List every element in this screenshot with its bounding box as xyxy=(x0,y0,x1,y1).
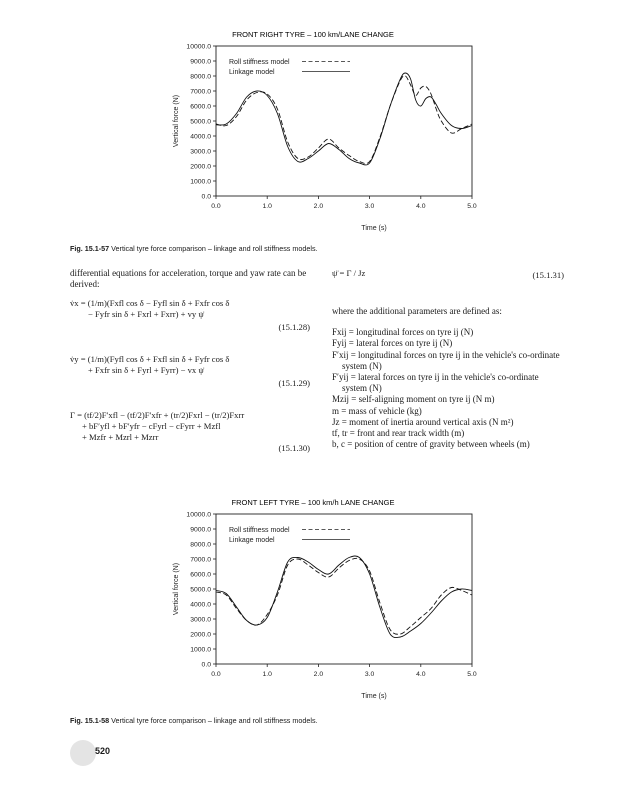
legend-label: Roll stiffness model xyxy=(229,59,290,66)
figure-label-2: Fig. 15.1-58 xyxy=(70,716,110,725)
y-tick-label: 8000.0 xyxy=(190,73,211,81)
x-tick-label: 5.0 xyxy=(467,203,477,210)
y-tick-label: 6000.0 xyxy=(190,103,211,111)
x-tick-label: 3.0 xyxy=(364,203,375,210)
figure-caption-2 xyxy=(70,716,318,725)
where-paragraph: where the additional parameters are defined as: xyxy=(332,306,502,316)
equation-line: − Fyfr sin δ + Fxrl + Fxrr) + vy ψ̇ xyxy=(88,309,204,319)
x-tick-label: 4.0 xyxy=(416,671,426,678)
y-tick-label: 10000.0 xyxy=(186,511,211,519)
chart-title: FRONT RIGHT TYRE – 100 km/LANE CHANGE xyxy=(232,30,394,39)
chart-front-left-tyre xyxy=(0,496,626,708)
equation-number: (15.1.29) xyxy=(278,378,310,388)
definition-item: Fyij = lateral forces on tyre ij (N) xyxy=(332,338,453,349)
y-axis-label: Vertical force (N) xyxy=(173,94,180,148)
definition-item: b, c = position of centre of gravity between wheels (m) xyxy=(332,439,530,450)
x-tick-label: 1.0 xyxy=(262,203,272,210)
x-tick-label: 5.0 xyxy=(467,671,477,678)
definition-item: F′xij = longitudinal forces on tyre ij in the vehicle's co-ordinate system (N) xyxy=(332,349,560,371)
series-line-linkage xyxy=(216,73,472,165)
equation-line: + Mzfr + Mzrl + Mzrr xyxy=(82,432,159,442)
series-line-roll-stiffness xyxy=(216,558,472,634)
y-tick-label: 3000.0 xyxy=(190,616,211,624)
y-tick-label: 4000.0 xyxy=(190,601,211,609)
left-text-column xyxy=(70,268,310,460)
chart-2-svg xyxy=(0,496,626,708)
x-tick-label: 1.0 xyxy=(262,671,272,678)
equation-number: (15.1.28) xyxy=(278,322,310,332)
definition-item: Fxij = longitudinal forces on tyre ij (N) xyxy=(332,327,474,338)
y-tick-label: 0.0 xyxy=(201,193,211,201)
legend-label: Linkage model xyxy=(229,69,275,76)
x-tick-label: 4.0 xyxy=(416,203,426,210)
figure-label-1: Fig. 15.1-57 xyxy=(70,244,110,253)
equation-line: + bF′yfl + bF′yfr − cFyrl − cFyrr + Mzfl xyxy=(82,421,221,431)
equation-15-1-31 xyxy=(332,268,564,292)
y-tick-label: 9000.0 xyxy=(190,58,211,66)
y-tick-label: 2000.0 xyxy=(190,631,211,639)
equation-15-1-29 xyxy=(70,354,310,404)
y-tick-label: 1000.0 xyxy=(190,178,211,186)
y-tick-label: 0.0 xyxy=(201,661,211,669)
x-tick-label: 2.0 xyxy=(313,671,324,678)
y-tick-label: 3000.0 xyxy=(190,148,211,156)
equation-line: + Fxfr sin δ + Fyrl + Fyrr) − vx ψ̇ xyxy=(88,365,204,375)
y-tick-label: 9000.0 xyxy=(190,526,211,534)
equation-line: ψ̈ = Γ / Jz xyxy=(332,268,366,278)
y-tick-label: 6000.0 xyxy=(190,571,211,579)
x-tick-label: 0.0 xyxy=(211,203,221,210)
chart-title: FRONT LEFT TYRE – 100 km/h LANE CHANGE xyxy=(231,498,395,507)
definition-item: tf, tr = front and rear track width (m) xyxy=(332,428,465,439)
definition-item: m = mass of vehicle (kg) xyxy=(332,405,422,416)
legend-label: Roll stiffness model xyxy=(229,527,290,534)
figure-caption-1 xyxy=(70,244,318,253)
intro-paragraph: differential equations for acceleration, torque and yaw rate can be derived: xyxy=(70,268,307,289)
page-number: 520 xyxy=(95,746,111,756)
y-tick-label: 2000.0 xyxy=(190,163,211,171)
equation-line: v̇y = (1/m)(Fyfl cos δ + Fxfl sin δ + Fyfr cos δ xyxy=(70,354,230,364)
x-tick-label: 0.0 xyxy=(211,671,221,678)
equation-15-1-28 xyxy=(70,298,310,348)
y-tick-label: 5000.0 xyxy=(190,586,211,594)
equation-line: v̇x = (1/m)(Fxfl cos δ − Fyfl sin δ + Fxfr cos δ xyxy=(70,298,230,308)
chart-1-svg xyxy=(0,28,626,238)
series-line-linkage xyxy=(216,556,472,638)
y-tick-label: 7000.0 xyxy=(190,556,211,564)
definition-item: F′yij = lateral forces on tyre ij in the vehicle's co-ordinate system (N) xyxy=(332,372,539,394)
x-axis-label: Time (s) xyxy=(361,693,387,700)
x-tick-label: 2.0 xyxy=(313,203,324,210)
y-axis-label: Vertical force (N) xyxy=(173,562,180,616)
figure-caption-text-2: Vertical tyre force comparison – linkage and roll stiffness models. xyxy=(111,716,318,725)
chart-front-right-tyre xyxy=(0,28,626,238)
definition-item: Mzij = self-aligning moment on tyre ij (N m) xyxy=(332,394,495,405)
right-text-column xyxy=(332,268,564,450)
figure-caption-text-1: Vertical tyre force comparison – linkage and roll stiffness models. xyxy=(111,244,318,253)
x-tick-label: 3.0 xyxy=(364,671,375,678)
y-tick-label: 7000.0 xyxy=(190,88,211,96)
y-tick-label: 5000.0 xyxy=(190,118,211,126)
page-number-circle xyxy=(70,740,96,766)
equation-number: (15.1.31) xyxy=(532,270,564,280)
equation-number: (15.1.30) xyxy=(278,443,310,453)
equation-line: Γ = (tf/2)F′xfl − (tf/2)F′xfr + (tr/2)Fxrl − (tr/2)Fxrr xyxy=(70,410,245,420)
y-tick-label: 8000.0 xyxy=(190,541,211,549)
legend-label: Linkage model xyxy=(229,537,275,544)
y-tick-label: 10000.0 xyxy=(186,43,211,51)
y-tick-label: 1000.0 xyxy=(190,646,211,654)
x-axis-label: Time (s) xyxy=(361,225,387,232)
series-line-roll-stiffness xyxy=(216,76,472,164)
y-tick-label: 4000.0 xyxy=(190,133,211,141)
definition-item: Jz = moment of inertia around vertical axis (N m²) xyxy=(332,416,514,427)
equation-15-1-30 xyxy=(70,410,310,460)
